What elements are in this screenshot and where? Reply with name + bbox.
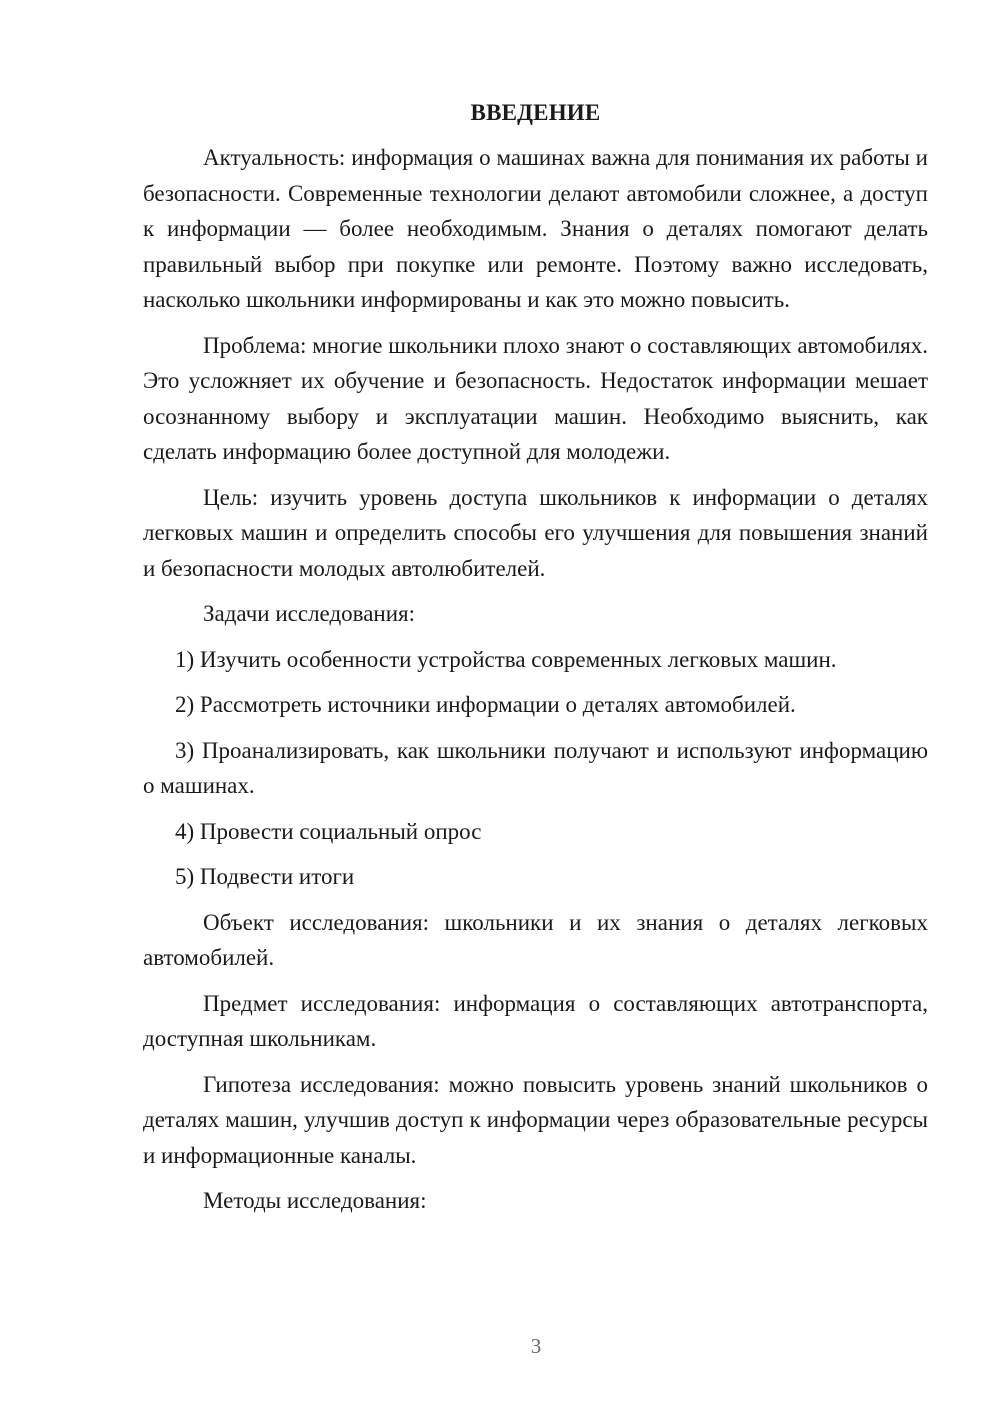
page-number: 3	[530, 1334, 542, 1358]
methods-intro: Методы исследования:	[203, 1188, 427, 1213]
task-item: 4) Провести социальный опрос	[175, 818, 482, 844]
task-item: 1) Изучить особенности устройства современных легковых машин.	[175, 646, 837, 672]
page-content	[143, 95, 928, 1229]
task-item: 5) Подвести итоги	[175, 864, 355, 889]
task-item: 2) Рассмотреть источники информации о деталях автомобилей.	[175, 692, 796, 717]
relevance-paragraph: Актуальность: информация о машинах важна для понимания их работы и безопасности. Современные технологии делают автомобили сложнее, а доступ к информации — более необходимым. Знания о деталях помогают делать правильный выбор при покупке или ремонте. Поэтому важно исследовать, насколько школьники информированы и как это можно повысить.	[143, 145, 928, 312]
object-paragraph: Объект исследования: школьники и их знания о деталях легковых автомобилей.	[143, 909, 928, 970]
task-item: 3) Проанализировать, как школьники получают и используют информацию о машинах.	[143, 737, 928, 798]
section-heading: ВВЕДЕНИЕ	[470, 100, 601, 125]
subject-paragraph: Предмет исследования: информация о составляющих автотранспорта, доступная школьникам.	[143, 990, 928, 1051]
tasks-intro: Задачи исследования:	[203, 601, 416, 626]
hypothesis-paragraph: Гипотеза исследования: можно повысить уровень знаний школьников о деталях машин, улучшив доступ к информации через образовательные ресурсы и информационные каналы.	[143, 1071, 928, 1168]
problem-paragraph: Проблема: многие школьники плохо знают о составляющих автомобилях. Это усложняет их обучение и безопасность. Недостаток информации мешает осознанному выбору и эксплуатации машин. Необходимо выяснить, как сделать информацию более доступной для молодежи.	[143, 332, 928, 464]
goal-paragraph: Цель: изучить уровень доступа школьников к информации о деталях легковых машин и определить способы его улучшения для повышения знаний и безопасности молодых автолюбителей.	[143, 484, 928, 581]
